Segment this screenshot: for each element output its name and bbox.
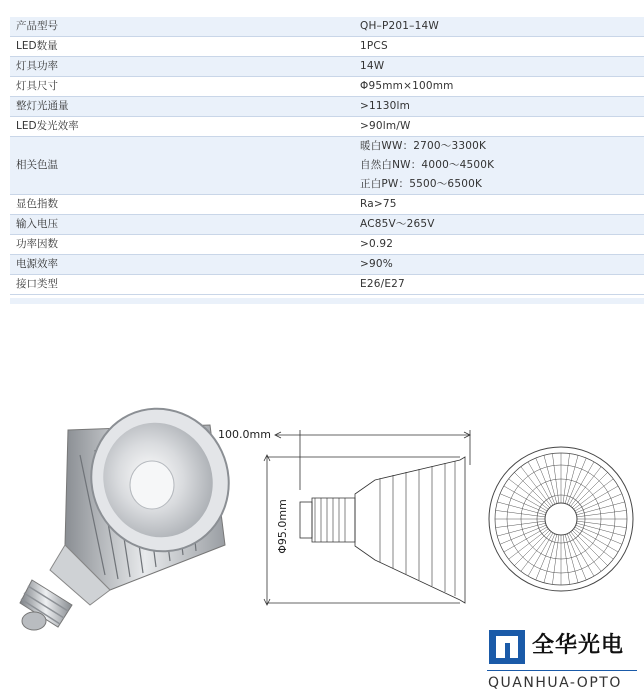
spec-label: 功率因数 bbox=[16, 238, 58, 250]
spec-value: Φ95mm×100mm bbox=[360, 80, 454, 92]
spec-label: 产品型号 bbox=[16, 20, 58, 32]
spec-label: LED发光效率 bbox=[16, 120, 79, 132]
spec-row bbox=[10, 77, 644, 97]
spec-value: >1130lm bbox=[360, 100, 411, 112]
table-footer-band bbox=[10, 298, 644, 304]
spec-label: 输入电压 bbox=[16, 218, 58, 230]
spec-label: 整灯光通量 bbox=[16, 100, 69, 112]
spec-value: E26/E27 bbox=[360, 278, 405, 290]
spec-value: AC85V～265V bbox=[360, 218, 435, 230]
brand-name-cn: 全华光电 bbox=[532, 633, 625, 658]
spec-row bbox=[10, 97, 644, 117]
spec-row bbox=[10, 57, 644, 77]
brand-name-en: QUANHUA-OPTO bbox=[488, 675, 622, 691]
spec-value: 1PCS bbox=[360, 40, 388, 52]
color-temp-nw: 自然白NW：4000～4500K bbox=[360, 159, 495, 171]
reflector-spoke bbox=[536, 534, 555, 580]
spec-row bbox=[10, 37, 644, 57]
spec-value: Ra>75 bbox=[360, 198, 397, 210]
reflector-spoke bbox=[567, 458, 586, 504]
reflector-spoke bbox=[567, 534, 586, 580]
spec-label: 接口类型 bbox=[16, 278, 58, 290]
spec-row bbox=[10, 215, 644, 235]
length-dimension-label: 100.0mm bbox=[218, 428, 271, 441]
spec-label: 灯具功率 bbox=[16, 60, 58, 72]
spec-label: 显色指数 bbox=[16, 198, 58, 210]
spec-row bbox=[10, 235, 644, 255]
color-temp-pw: 正白PW：5500～6500K bbox=[360, 178, 483, 190]
diameter-dimension-label: Φ95.0mm bbox=[275, 499, 289, 554]
spec-label: 电源效率 bbox=[16, 258, 58, 270]
spec-value: >90lm/W bbox=[360, 120, 411, 132]
spec-row bbox=[10, 195, 644, 215]
spec-label: 灯具尺寸 bbox=[16, 80, 58, 92]
spec-label: LED数量 bbox=[16, 40, 58, 52]
color-temp-ww: 暖白WW：2700～3300K bbox=[360, 140, 487, 152]
reflector-spoke bbox=[536, 458, 555, 504]
side-drawing bbox=[215, 420, 485, 610]
spec-value: QH–P201–14W bbox=[360, 20, 439, 32]
reflector-spoke bbox=[500, 525, 546, 544]
spec-label: 相关色温 bbox=[16, 159, 58, 171]
spec-value bbox=[354, 137, 644, 194]
reflector-spoke bbox=[576, 494, 622, 513]
spec-row bbox=[10, 275, 644, 295]
spec-table bbox=[10, 17, 644, 295]
spec-row bbox=[10, 17, 644, 37]
reflector-spoke bbox=[576, 525, 622, 544]
front-view-drawing bbox=[487, 445, 635, 593]
spec-row bbox=[10, 137, 644, 195]
spec-row bbox=[10, 117, 644, 137]
spec-value: 14W bbox=[360, 60, 385, 72]
spec-row bbox=[10, 255, 644, 275]
spec-value: >0.92 bbox=[360, 238, 394, 250]
reflector-spoke bbox=[500, 494, 546, 513]
spec-value: >90% bbox=[360, 258, 393, 270]
bulb-photo bbox=[10, 395, 240, 640]
logo-divider bbox=[487, 670, 637, 671]
